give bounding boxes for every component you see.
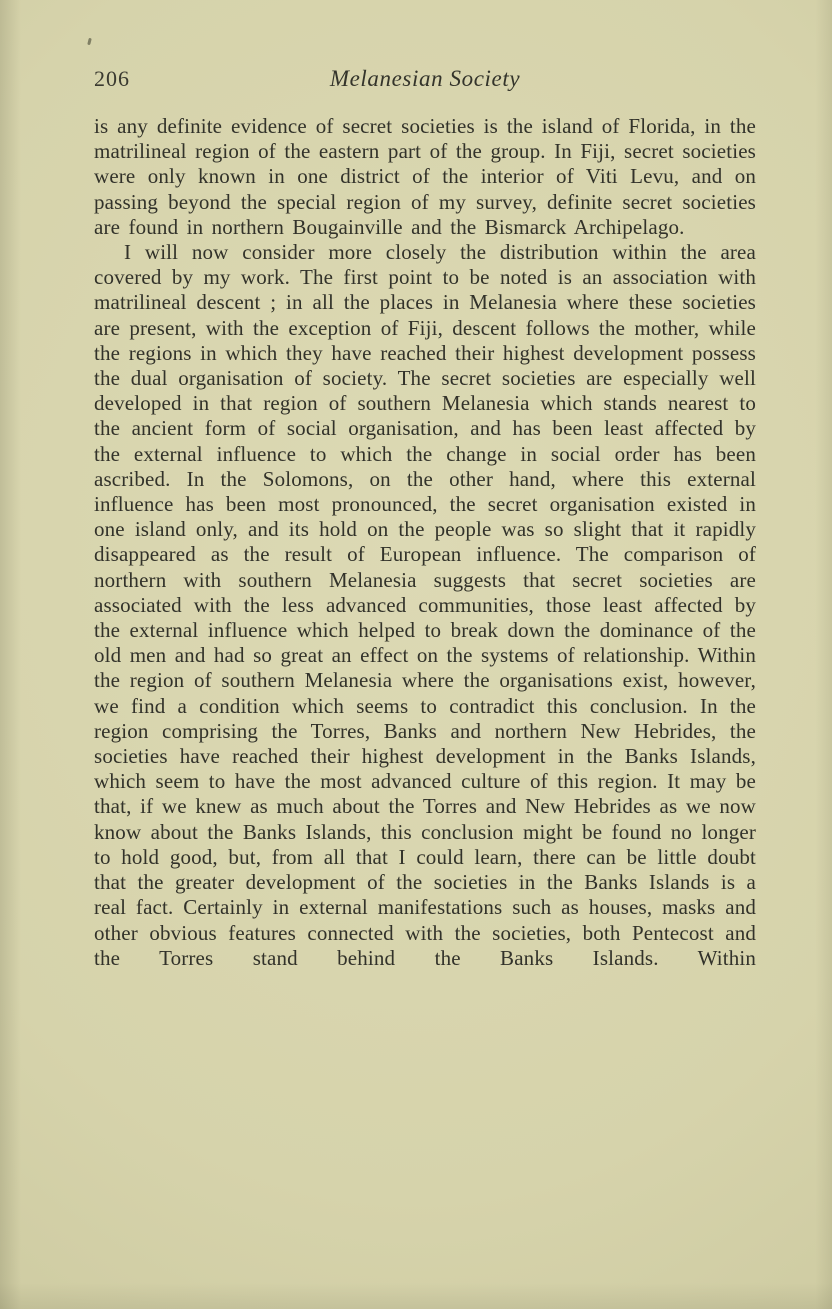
page-number: 206: [94, 66, 130, 91]
page-header: [94, 66, 756, 92]
page-text: [94, 114, 756, 971]
body-paragraph: I will now consider more closely the distribution within the area covered by my work. The first point to be noted is an association with matrilineal descent ; in all the places in Melanesia where these societies are present, with the exception of Fiji, descent follows the mother, while the regions in which they have reached their highest development possess the dual organisation of society. The secret societies are especially well developed in that region of southern Melanesia which stands nearest to the ancient form of social organisation, and has been least affected by the external influence to which the change in social order has been ascribed. In the Solomons, on the other hand, where this external influence has been most pronounced, the secret organisation existed in one island only, and its hold on the people was so slight that it rapidly disappeared as the result of European influence. The comparison of northern with southern Melanesia suggests that secret societies are associated with the less advanced communities, those least affected by the external influence which helped to break down the dominance of the old men and had so great an effect on the systems of relationship. Within the region of southern Melanesia where the organisations exist, however, we find a condition which seems to contradict this conclusion. In the region comprising the Torres, Banks and northern New Hebrides, the societies have reached their highest development in the Banks Islands, which seem to have the most advanced culture of this region. It may be that, if we knew as much about the Torres and New Hebrides as we now know about the Banks Islands, this conclusion might be found no longer to hold good, but, from all that I could learn, there can be little doubt that the greater development of the societies in the Banks Islands is a real fact. Certainly in external manifestations such as houses, masks and other obvious features connected with the societies, both Pentecost and the Torres stand behind the Banks Islands. Within: [94, 240, 756, 970]
running-head-title: Melanesian Society: [329, 66, 521, 91]
body-paragraph: is any definite evidence of secret societies is the island of Florida, in the matrilineal region of the eastern part of the group. In Fiji, secret societies were only known in one district of the interior of Viti Levu, and on passing beyond the special region of my survey, definite secret societies are found in northern Bougainville and the Bismarck Archipelago.: [94, 114, 756, 239]
